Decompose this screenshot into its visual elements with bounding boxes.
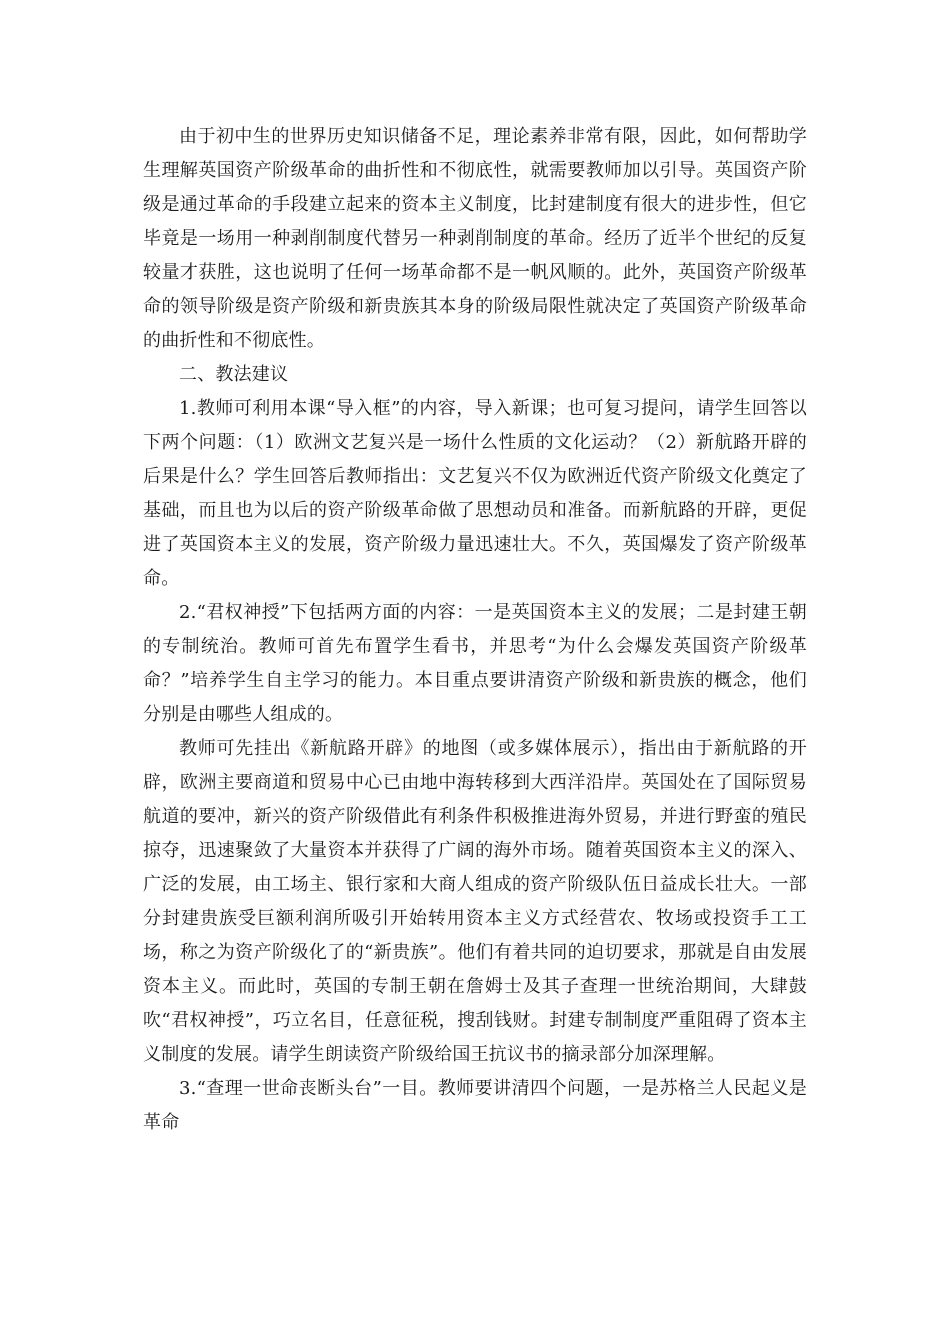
document-body <box>143 120 807 1140</box>
section-heading-teaching-suggestions: 二、教法建议 <box>179 364 289 385</box>
paragraph-suggestion-3: 3.“查理一世命丧断头台”一目。教师要讲清四个问题，一是苏格兰人民起义是革命 <box>143 1078 807 1133</box>
paragraph-intro: 由于初中生的世界历史知识储备不足，理论素养非常有限，因此，如何帮助学生理解英国资产阶级革命的曲折性和不彻底性，就需要教师加以引导。英国资产阶级是通过革命的手段建立起来的资本主义制度，比封建制度有很大的进步性，但它毕竟是一场用一种剥削制度代替另一种剥削制度的革命。经历了近半个世纪的反复较量才获胜，这也说明了任何一场革命都不是一帆风顺的。此外，英国资产阶级革命的领导阶级是资产阶级和新贵族其本身的阶级局限性就决定了英国资产阶级革命的曲折性和不彻底性。 <box>143 126 807 351</box>
paragraph-map-explanation: 教师可先挂出《新航路开辟》的地图（或多媒体展示），指出由于新航路的开辟，欧洲主要商道和贸易中心已由地中海转移到大西洋沿岸。英国处在了国际贸易航道的要冲，新兴的资产阶级借此有利条件积极推进海外贸易，并进行野蛮的殖民掠夺，迅速聚敛了大量资本并获得了广阔的海外市场。随着英国资本主义的深入、广泛的发展，由工场主、银行家和大商人组成的资产阶级队伍日益成长壮大。一部分封建贵族受巨额利润所吸引开始转用资本主义方式经营农、牧场或投资手工工场，称之为资产阶级化了的“新贵族”。他们有着共同的迫切要求，那就是自由发展资本主义。而此时，英国的专制王朝在詹姆士及其子查理一世统治期间，大肆鼓吹“君权神授”，巧立名目，任意征税，搜刮钱财。封建专制制度严重阻碍了资本主义制度的发展。请学生朗读资产阶级给国王抗议书的摘录部分加深理解。 <box>143 738 807 1065</box>
paragraph-suggestion-2: 2.“君权神授”下包括两方面的内容：一是英国资本主义的发展；二是封建王朝的专制统治。教师可首先布置学生看书，并思考“为什么会爆发英国资产阶级革命？”培养学生自主学习的能力。本目重点要讲清资产阶级和新贵族的概念，他们分别是由哪些人组成的。 <box>143 602 807 725</box>
paragraph-suggestion-1: 1.教师可利用本课“导入框”的内容，导入新课；也可复习提问，请学生回答以下两个问题：（1）欧洲文艺复兴是一场什么性质的文化运动？（2）新航路开辟的后果是什么？学生回答后教师指出：文艺复兴不仅为欧洲近代资产阶级文化奠定了基础，而且也为以后的资产阶级革命做了思想动员和准备。而新航路的开辟，更促进了英国资本主义的发展，资产阶级力量迅速壮大。不久，英国爆发了资产阶级革命。 <box>143 398 807 589</box>
